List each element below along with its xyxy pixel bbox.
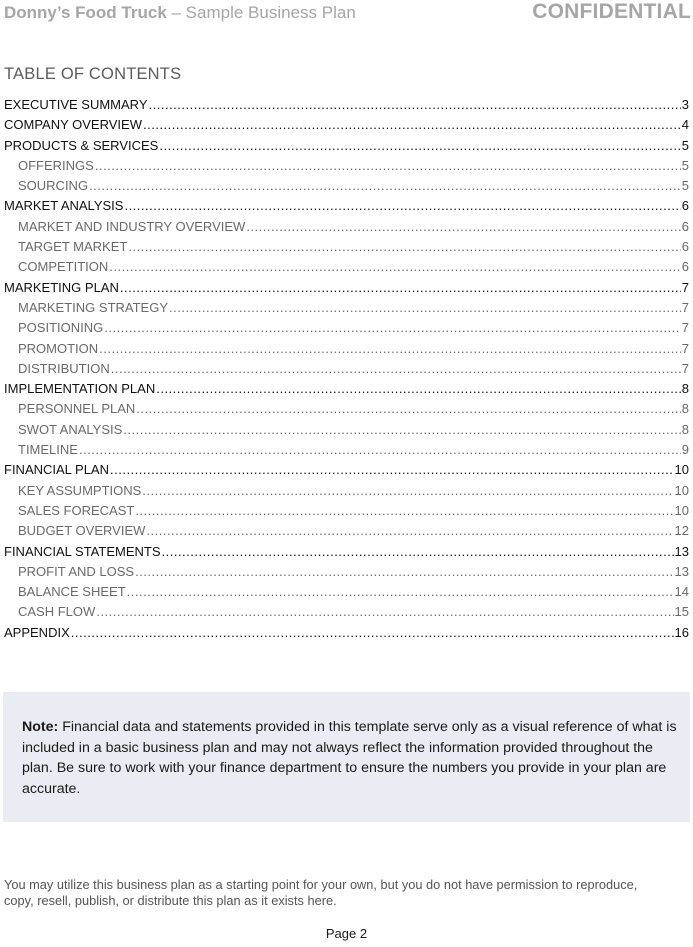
note-box xyxy=(3,692,690,822)
toc-entry-label: SALES FORECAST xyxy=(18,502,135,518)
toc-leader-dots xyxy=(89,178,681,193)
page-number: Page 2 xyxy=(325,926,368,941)
toc-entry-label: COMPETITION xyxy=(18,259,109,275)
toc-entry[interactable] xyxy=(4,584,689,604)
toc-entry[interactable] xyxy=(4,422,689,442)
toc-leader-dots xyxy=(79,442,681,457)
toc-entry-label: TIMELINE xyxy=(18,442,78,458)
toc-entry-page: 10 xyxy=(674,502,689,518)
toc-entry[interactable] xyxy=(4,483,689,503)
toc-entry-page: 5 xyxy=(681,137,689,153)
toc-leader-dots xyxy=(136,401,680,416)
confidential-label: CONFIDENTIAL xyxy=(532,0,691,23)
toc-leader-dots xyxy=(71,625,674,640)
toc-entry-label: APPENDIX xyxy=(4,624,70,640)
toc-entry[interactable] xyxy=(4,564,689,584)
toc-leader-dots xyxy=(96,604,673,619)
toc-leader-dots xyxy=(95,158,681,173)
toc-entry[interactable] xyxy=(4,280,689,300)
toc-entry-page: 5 xyxy=(681,178,689,194)
toc-leader-dots xyxy=(127,584,674,599)
toc-entry-page: 7 xyxy=(681,320,689,336)
toc-entry-page: 14 xyxy=(674,584,689,600)
document-title xyxy=(4,3,356,23)
toc-entry-label: MARKET ANALYSIS xyxy=(4,198,124,214)
toc-leader-dots xyxy=(146,523,673,538)
toc-entry-page: 7 xyxy=(681,279,689,295)
toc-entry[interactable] xyxy=(4,341,689,361)
toc-entry-page: 8 xyxy=(681,381,689,397)
toc-entry-page: 15 xyxy=(674,604,689,620)
company-name: Donny’s Food Truck xyxy=(4,3,167,22)
toc-entry-page: 12 xyxy=(674,523,689,539)
disclaimer: You may utilize this business plan as a starting point for your own, but you do not have permission to reproduce, copy, resell, publish, or distribute this plan as it exists here. xyxy=(4,877,638,908)
toc-entry-label: PROFIT AND LOSS xyxy=(18,563,135,579)
toc-entry-label: MARKET AND INDUSTRY OVERVIEW xyxy=(18,218,246,234)
toc-entry[interactable] xyxy=(4,117,689,137)
document-subtitle: – Sample Business Plan xyxy=(166,3,356,22)
toc-entry[interactable] xyxy=(4,625,689,645)
toc-entry[interactable] xyxy=(4,259,689,279)
toc-leader-dots xyxy=(120,280,681,295)
toc-leader-dots xyxy=(109,259,680,274)
toc-entry-label: BALANCE SHEET xyxy=(18,584,126,600)
toc-leader-dots xyxy=(135,564,673,579)
toc-leader-dots xyxy=(159,138,680,153)
toc-entry-page: 13 xyxy=(674,563,689,579)
toc-entry-label: CASH FLOW xyxy=(18,604,96,620)
note-text xyxy=(22,717,682,799)
toc-entry[interactable] xyxy=(4,544,689,564)
toc-entry-label: PERSONNEL PLAN xyxy=(18,401,136,417)
toc-entry-page: 8 xyxy=(681,421,689,437)
toc-leader-dots xyxy=(99,341,681,356)
toc-entry[interactable] xyxy=(4,219,689,239)
toc-entry-label: EXECUTIVE SUMMARY xyxy=(4,97,148,112)
toc-entry-page: 13 xyxy=(674,543,689,559)
toc-entry-label: FINANCIAL STATEMENTS xyxy=(4,543,161,559)
toc-leader-dots xyxy=(142,483,673,498)
note-body: Financial data and statements provided in this template serve only as a visual reference of what is included in a basic business plan and may not always reflect the information provided throughout the plan. Be sure to work with your finance department to ensure the numbers you provide in your plan are accurate. xyxy=(22,719,677,797)
toc-leader-dots xyxy=(128,239,680,254)
toc-entry-page: 7 xyxy=(681,299,689,315)
toc-entry-page: 3 xyxy=(681,97,689,112)
toc-entry-label: POSITIONING xyxy=(18,320,104,336)
toc-entry-label: SOURCING xyxy=(18,178,89,194)
toc-entry-page: 6 xyxy=(681,239,689,255)
toc-entry-label: PROMOTION xyxy=(18,340,99,356)
toc-entry[interactable] xyxy=(4,442,689,462)
toc-entry-label: SWOT ANALYSIS xyxy=(18,421,123,437)
toc-entry[interactable] xyxy=(4,361,689,381)
toc-entry[interactable] xyxy=(4,239,689,259)
toc-entry-page: 9 xyxy=(681,442,689,458)
toc-entry-label: TARGET MARKET xyxy=(18,239,128,255)
toc-entry-page: 7 xyxy=(681,360,689,376)
toc-entry-label: IMPLEMENTATION PLAN xyxy=(4,381,156,397)
toc-leader-dots xyxy=(246,219,680,234)
toc-leader-dots xyxy=(123,422,680,437)
toc-entry-label: OFFERINGS xyxy=(18,157,94,173)
toc-entry-label: MARKETING PLAN xyxy=(4,279,119,295)
toc-leader-dots xyxy=(169,300,681,315)
toc-heading: TABLE OF CONTENTS xyxy=(4,65,182,83)
toc-entry-page: 8 xyxy=(681,401,689,417)
toc-leader-dots xyxy=(110,462,674,477)
toc-entry[interactable] xyxy=(4,401,689,421)
toc-entry-label: BUDGET OVERVIEW xyxy=(18,523,146,539)
toc-entry[interactable] xyxy=(4,158,689,178)
toc-entry-label: DISTRIBUTION xyxy=(18,360,110,376)
toc-leader-dots xyxy=(111,361,681,376)
toc-entry[interactable] xyxy=(4,178,689,198)
note-label: Note: xyxy=(22,719,59,735)
toc-leader-dots xyxy=(135,503,673,518)
toc-entry[interactable] xyxy=(4,320,689,340)
toc-leader-dots xyxy=(143,117,681,132)
toc-entry-label: MARKETING STRATEGY xyxy=(18,299,168,315)
table-of-contents xyxy=(4,97,689,645)
toc-entry-page: 10 xyxy=(674,482,689,498)
toc-entry-page: 6 xyxy=(681,218,689,234)
toc-entry-page: 7 xyxy=(681,340,689,356)
toc-entry[interactable] xyxy=(4,97,689,117)
toc-entry-page: 16 xyxy=(674,624,689,640)
toc-entry-page: 10 xyxy=(674,462,689,478)
toc-entry-page: 6 xyxy=(681,259,689,275)
toc-leader-dots xyxy=(149,97,681,112)
toc-entry[interactable] xyxy=(4,138,689,158)
toc-leader-dots xyxy=(104,320,681,335)
toc-entry[interactable] xyxy=(4,198,689,218)
toc-entry-label: FINANCIAL PLAN xyxy=(4,462,109,478)
toc-entry[interactable] xyxy=(4,300,689,320)
toc-leader-dots xyxy=(124,198,680,213)
toc-entry-label: KEY ASSUMPTIONS xyxy=(18,482,142,498)
toc-entry[interactable] xyxy=(4,381,689,401)
toc-entry[interactable] xyxy=(4,503,689,523)
toc-entry-page: 6 xyxy=(681,198,689,214)
toc-entry[interactable] xyxy=(4,523,689,543)
toc-entry-page: 5 xyxy=(681,157,689,173)
page-header xyxy=(4,0,689,26)
toc-entry-page: 4 xyxy=(681,117,689,133)
toc-entry-label: PRODUCTS & SERVICES xyxy=(4,137,159,153)
toc-leader-dots xyxy=(156,381,681,396)
toc-entry[interactable] xyxy=(4,462,689,482)
toc-entry-label: COMPANY OVERVIEW xyxy=(4,117,142,133)
toc-leader-dots xyxy=(162,544,674,559)
toc-entry[interactable] xyxy=(4,604,689,624)
